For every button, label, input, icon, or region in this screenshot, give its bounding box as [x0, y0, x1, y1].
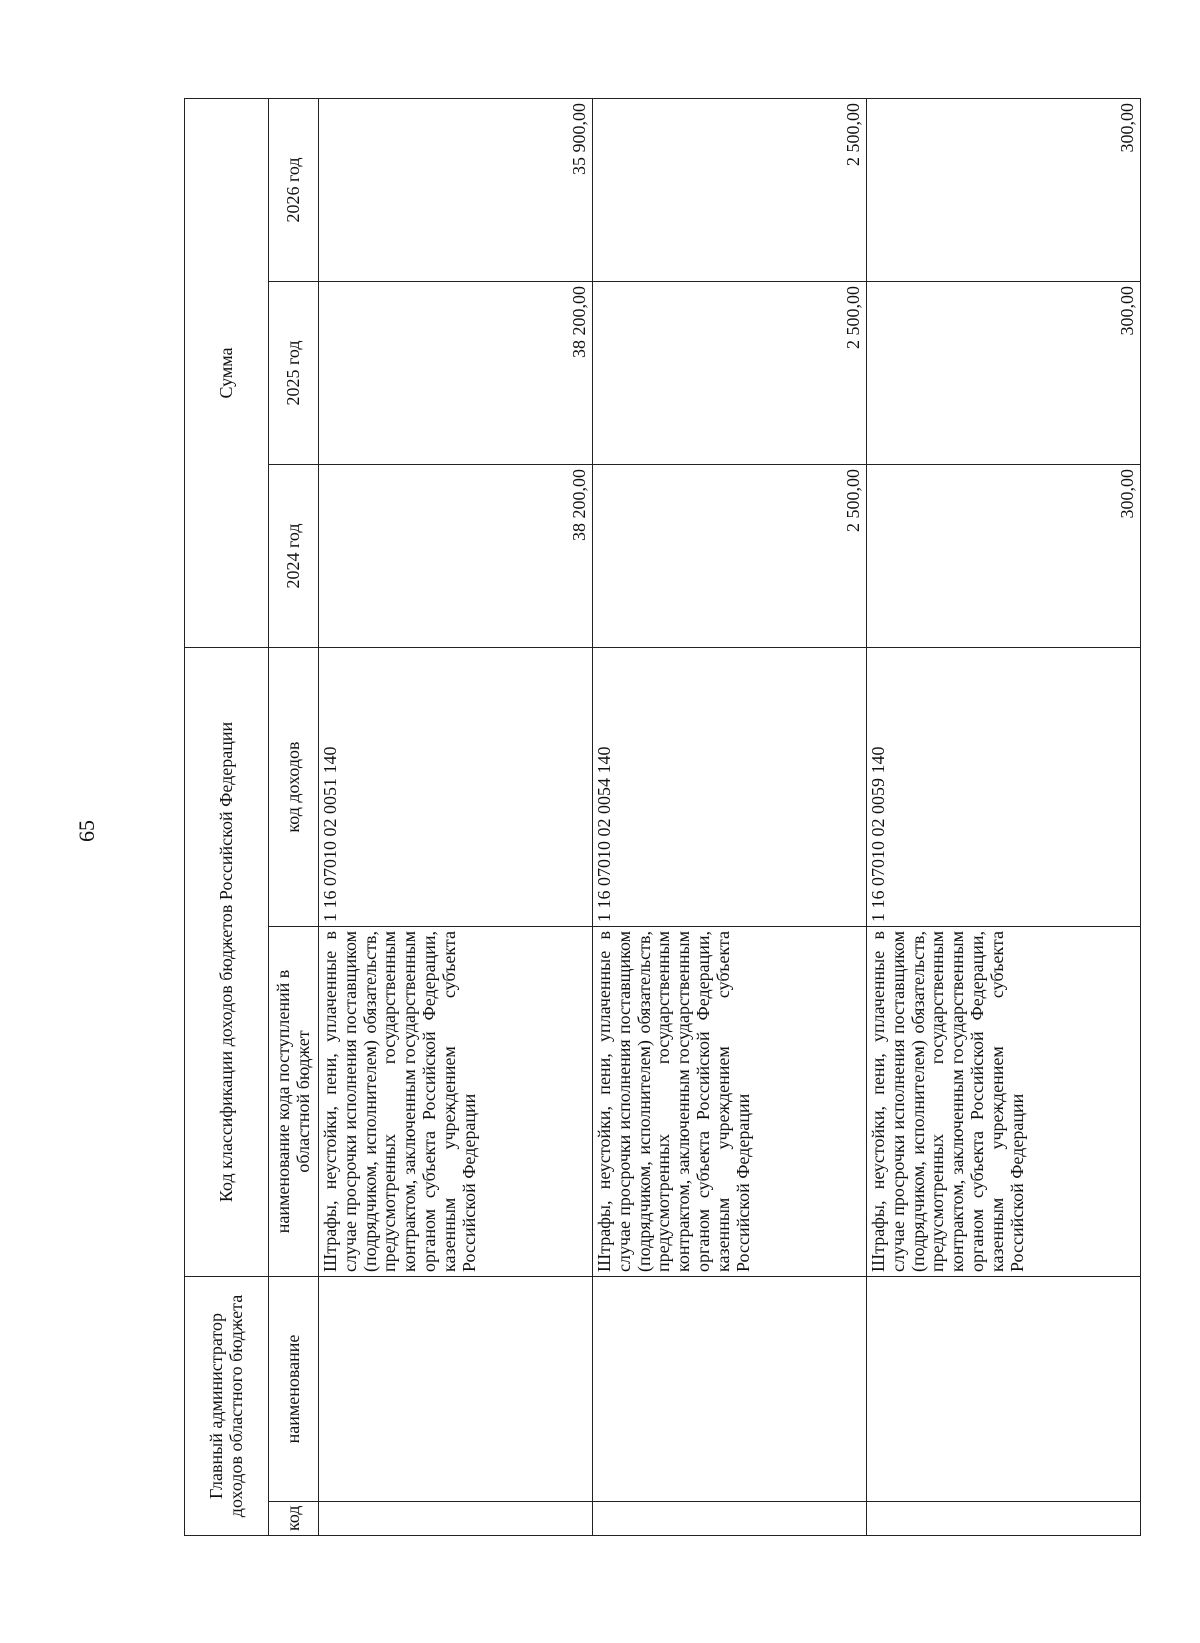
cell-income-code: 1 16 07010 02 0059 140 [867, 648, 1141, 927]
header-admin-name: наименование [269, 1277, 319, 1502]
cell-sum-2025: 2 500,00 [593, 282, 867, 465]
cell-sum-2026: 300,00 [867, 98, 1141, 281]
table-row [867, 98, 1141, 1535]
header-admin-code: код [269, 1502, 319, 1536]
cell-sum-2024: 38 200,00 [319, 465, 593, 648]
cell-sum-2025: 38 200,00 [319, 282, 593, 465]
cell-income-code: 1 16 07010 02 0051 140 [319, 648, 593, 927]
cell-name [319, 1277, 593, 1502]
header-row-1 [185, 98, 269, 1535]
budget-income-table [184, 98, 1141, 1536]
table-row [319, 98, 593, 1535]
header-income-name: наименование кода поступлений в областной бюджет [269, 927, 319, 1277]
header-year-2025: 2025 год [269, 282, 319, 465]
cell-name [593, 1277, 867, 1502]
page-number: 65 [74, 820, 99, 842]
cell-description: Штрафы, неустойки, пени, уплаченные в случае просрочки исполнения поставщиком (подрядчиком, исполнителем) обязательств, предусмотренных государственным контрактом, заключенным государственным органом субъекта Российской Федерации, казенным учреждением субъекта Российской Федерации [319, 927, 593, 1277]
header-year-2024: 2024 год [269, 465, 319, 648]
header-year-2026: 2026 год [269, 98, 319, 281]
rotated-table-wrapper [184, 98, 1141, 1536]
cell-sum-2026: 2 500,00 [593, 98, 867, 281]
cell-description: Штрафы, неустойки, пени, уплаченные в случае просрочки исполнения поставщиком (подрядчиком, исполнителем) обязательств, предусмотренных государственным контрактом, заключенным государственным органом субъекта Российской Федерации, казенным учреждением субъекта Российской Федерации [867, 927, 1141, 1277]
cell-kod [319, 1502, 593, 1536]
cell-name [867, 1277, 1141, 1502]
cell-kod [593, 1502, 867, 1536]
header-income-code: код доходов [269, 648, 319, 927]
cell-income-code: 1 16 07010 02 0054 140 [593, 648, 867, 927]
cell-sum-2024: 300,00 [867, 465, 1141, 648]
cell-kod [867, 1502, 1141, 1536]
cell-sum-2026: 35 900,00 [319, 98, 593, 281]
cell-sum-2024: 2 500,00 [593, 465, 867, 648]
header-sum-group: Сумма [185, 98, 269, 647]
table-row [593, 98, 867, 1535]
header-row-2 [269, 98, 319, 1535]
header-admin-group: Главный администратор доходов областного бюджета [185, 1277, 269, 1536]
header-classification-group: Код классификации доходов бюджетов Российской Федерации [185, 648, 269, 1277]
cell-sum-2025: 300,00 [867, 282, 1141, 465]
cell-description: Штрафы, неустойки, пени, уплаченные в случае просрочки исполнения поставщиком (подрядчиком, исполнителем) обязательств, предусмотренных государственным контрактом, заключенным государственным органом субъекта Российской Федерации, казенным учреждением субъекта Российской Федерации [593, 927, 867, 1277]
